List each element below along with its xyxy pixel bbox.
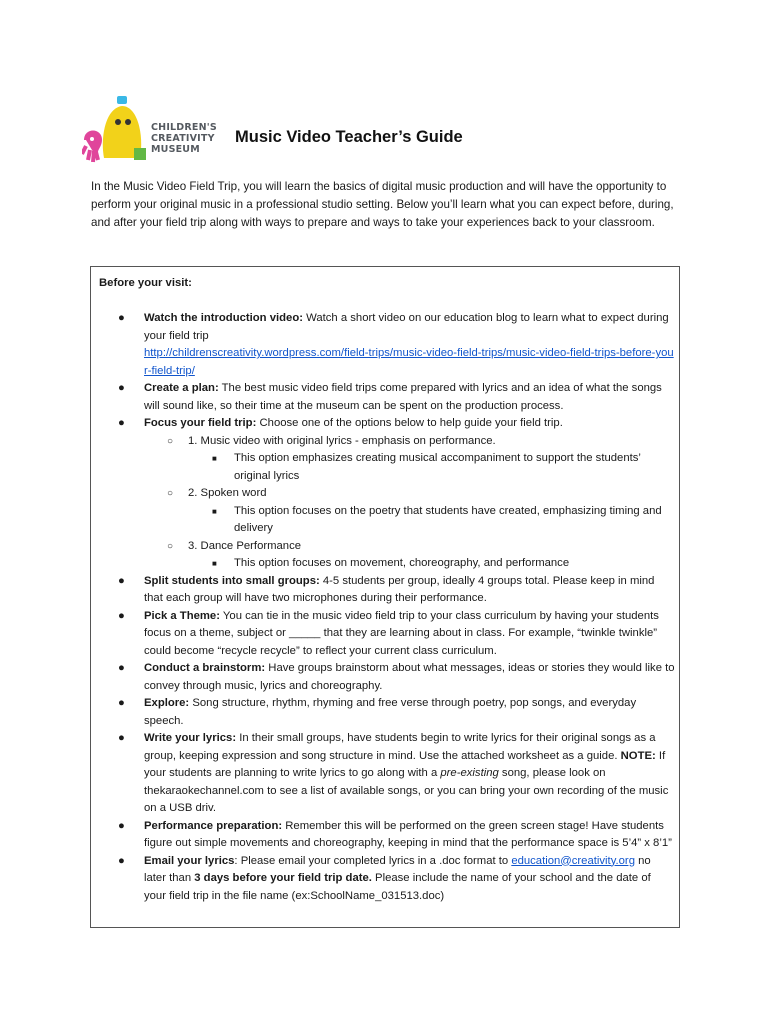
option-detail xyxy=(188,555,675,573)
item-text: Remember this will be performed on the green screen stage! Have students figure out simple movements and choreography, keeping in mind that the performance space is 5’4” x 8’1” xyxy=(144,819,672,849)
item-label: Focus your field trip: xyxy=(144,417,257,429)
option-detail-text: This option focuses on movement, choreography, and performance xyxy=(234,557,570,569)
checklist xyxy=(91,310,681,905)
square-bullet-icon: ■ xyxy=(212,454,217,463)
option-detail-text: This option emphasizes creating musical accompaniment to support the students’ original lyrics xyxy=(234,452,641,482)
list-item xyxy=(91,415,681,573)
square-bullet-icon: ■ xyxy=(212,506,217,516)
logo-magenta-creature xyxy=(82,133,100,163)
logo-line: CREATIVITY xyxy=(151,133,215,144)
option-detail-list xyxy=(188,450,675,485)
logo-line: MUSEUM xyxy=(151,144,200,155)
note-label: NOTE: xyxy=(620,749,656,762)
list-item xyxy=(91,695,681,730)
item-text: You can tie in the music video field trip to your class curriculum by having your students focus on a theme, subject or _____ that they are learning about in class. For example, “twinkle twinkle” could become “recycle recycle” to reflect your current class curriculum. xyxy=(144,609,659,657)
item-text: In their small groups, have students begin to write lyrics for their original songs as a group, keeping expression and song structure in mind. Use the attached worksheet as a guide. xyxy=(144,732,656,762)
bullet-icon: ● xyxy=(118,382,125,394)
item-text: Please include the name of your school and the date of your field trip in the file name (ex:SchoolName_031513.doc) xyxy=(144,872,651,902)
bullet-icon: ● xyxy=(118,697,125,709)
item-text: : Please email your completed lyrics in a .doc format to xyxy=(234,854,512,867)
bullet-icon: ● xyxy=(118,312,125,324)
bullet-icon: ● xyxy=(118,417,125,429)
item-label: Split students into small groups: xyxy=(144,574,320,587)
option-label: 2. Spoken word xyxy=(188,487,267,499)
item-label: Conduct a brainstorm: xyxy=(144,662,266,674)
bullet-icon: ● xyxy=(118,662,125,674)
item-text: Choose one of the options below to help guide your field trip. xyxy=(256,417,563,429)
list-item xyxy=(91,573,681,608)
list-item xyxy=(91,608,681,661)
option-detail-text: This option focuses on the poetry that students have created, emphasizing timing and delivery xyxy=(234,504,662,534)
bullet-icon: ● xyxy=(118,574,125,587)
option-item xyxy=(144,433,675,486)
item-label: Pick a Theme: xyxy=(144,609,220,622)
option-detail-list xyxy=(188,555,675,573)
deadline-text: 3 days before your field trip date. xyxy=(194,872,372,884)
logo-wordmark xyxy=(151,122,231,155)
item-label: Create a plan: xyxy=(144,382,219,394)
logo-cyan-creature xyxy=(117,96,127,104)
item-text: Have groups brainstorm about what messages, ideas or stories they would like to convey through music, lyrics and choreography. xyxy=(144,662,675,692)
list-item xyxy=(91,818,681,853)
note-italic: pre-existing xyxy=(440,767,499,779)
options-list xyxy=(144,433,675,573)
circle-bullet-icon: ○ xyxy=(167,435,174,447)
list-item xyxy=(91,853,681,906)
option-label: 3. Dance Performance xyxy=(188,539,302,552)
box-title: Before your visit: xyxy=(99,277,192,289)
option-detail-list xyxy=(188,503,675,538)
option-item xyxy=(144,485,675,538)
option-detail xyxy=(188,450,675,485)
note-text: If your students are planning to write lyrics to go along with a xyxy=(144,749,666,779)
logo-line: CHILDREN'S xyxy=(151,122,217,133)
list-item xyxy=(91,660,681,695)
blog-link[interactable]: http://childrenscreativity.wordpress.com/field-trips/music-video-field-trips/music-video-field-trips-before-your-field-trip/ xyxy=(144,347,674,377)
logo-green-creature xyxy=(134,148,146,160)
item-text: Song structure, rhythm, rhyming and free verse through poetry, pop songs, and everyday speech. xyxy=(144,697,637,727)
option-label: 1. Music video with original lyrics - emphasis on performance. xyxy=(188,434,496,447)
before-visit-box xyxy=(90,266,680,928)
intro-paragraph: In the Music Video Field Trip, you will learn the basics of digital music production and will have the opportunity to perform your original music in a professional studio setting. Below you’ll learn what you can expect before, during, and after your field trip along with ways to prepare and ways to take your experiences back to your classroom. xyxy=(91,180,674,229)
option-detail xyxy=(188,503,675,538)
item-label: Explore: xyxy=(144,697,190,709)
bullet-icon: ● xyxy=(118,732,125,744)
note-text: song, please look on thekaraokechannel.com to see a list of available songs, or you can bring your own recording of the music on a USB driv. xyxy=(144,767,669,814)
item-text: The best music video field trips come prepared with lyrics and an idea of what the songs will sound like, so their time at the museum can be spent on the production process. xyxy=(144,382,662,412)
option-item xyxy=(144,538,675,573)
list-item xyxy=(91,380,681,415)
list-item xyxy=(91,730,681,818)
item-label: Email your lyrics xyxy=(144,854,235,867)
page-title: Music Video Teacher’s Guide xyxy=(235,128,463,146)
item-label: Watch the introduction video: xyxy=(144,312,303,324)
item-text: 4-5 students per group, ideally 4 groups total. Please keep in mind that each group will have two microphones during their performance. xyxy=(144,574,655,604)
square-bullet-icon: ■ xyxy=(212,559,217,568)
email-link[interactable]: education@creativity.org xyxy=(511,854,635,867)
circle-bullet-icon: ○ xyxy=(167,488,174,499)
list-item xyxy=(91,310,681,380)
item-text: Watch a short video on our education blog to learn what to expect during your field trip xyxy=(144,312,669,342)
bullet-icon: ● xyxy=(118,854,125,867)
bullet-icon: ● xyxy=(118,609,125,622)
bullet-icon: ● xyxy=(118,819,125,832)
circle-bullet-icon: ○ xyxy=(167,540,174,552)
item-label: Performance preparation: xyxy=(144,819,283,832)
item-text: no later than xyxy=(144,854,651,884)
item-label: Write your lyrics: xyxy=(144,732,237,744)
